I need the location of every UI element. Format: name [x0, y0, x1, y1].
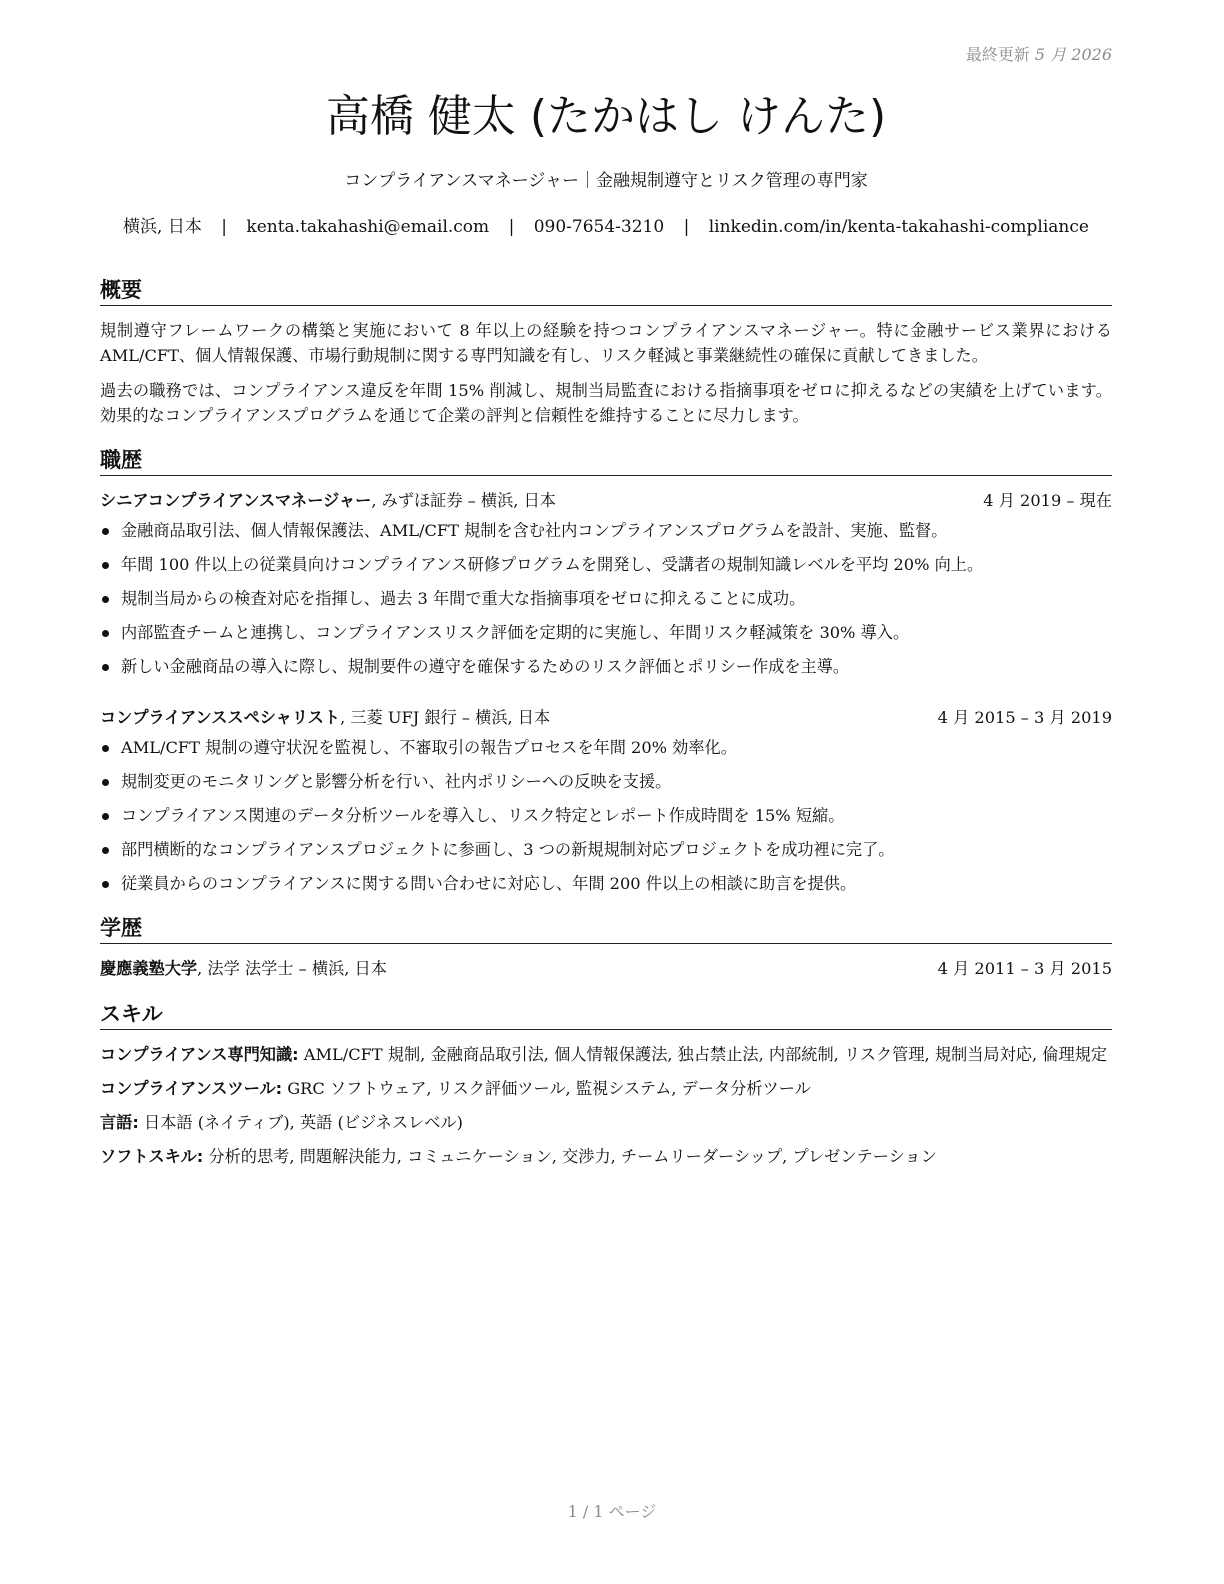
job-header [100, 488, 1112, 514]
list-item [100, 735, 1112, 760]
resume-page [100, 40, 1112, 1169]
bullet-icon [102, 745, 109, 752]
list-item [100, 518, 1112, 543]
job-achievements [100, 518, 1112, 679]
achievement-text: 規制変更のモニタリングと影響分析を行い、社内ポリシーへの反映を支援。 [121, 772, 672, 791]
achievement-text: 部門横断的なコンプライアンスプロジェクトに参画し、3 つの新規規制対応プロジェクトを成功裡に完了。 [121, 840, 895, 859]
job-entry [100, 488, 1112, 679]
contact-separator: | [221, 217, 227, 237]
skill-row [100, 1144, 1112, 1169]
list-item [100, 620, 1112, 645]
job-employer: , 三菱 UFJ 銀行 – 横浜, 日本 [340, 708, 551, 727]
section-title-experience: 職歴 [100, 446, 1112, 476]
skill-category: コンプライアンスツール: [100, 1079, 283, 1098]
skill-values: 日本語 (ネイティブ), 英語 (ビジネスレベル) [138, 1113, 463, 1132]
job-achievements [100, 735, 1112, 896]
skill-row [100, 1042, 1112, 1067]
last-updated-label: 最終更新 [965, 45, 1030, 64]
bullet-icon [102, 664, 109, 671]
bullet-icon [102, 813, 109, 820]
achievement-text: コンプライアンス関連のデータ分析ツールを導入し、リスク特定とレポート作成時間を 15% 短縮。 [121, 806, 845, 825]
list-item [100, 654, 1112, 679]
job-dates: 4 月 2015 – 3 月 2019 [937, 708, 1112, 727]
bullet-icon [102, 779, 109, 786]
skill-category: コンプライアンス専門知識: [100, 1045, 299, 1064]
degree-detail: , 法学 法学士 – 横浜, 日本 [197, 959, 387, 978]
achievement-text: 内部監査チームと連携し、コンプライアンスリスク評価を定期的に実施し、年間リスク軽減策を 30% 導入。 [121, 623, 910, 642]
skills-list [100, 1042, 1112, 1169]
page-number: 1 / 1 ページ [567, 1502, 657, 1521]
bullet-icon [102, 630, 109, 637]
skill-values: GRC ソフトウェア, リスク評価ツール, 監視システム, データ分析ツール [282, 1079, 811, 1098]
skill-values: AML/CFT 規制, 金融商品取引法, 個人情報保護法, 独占禁止法, 内部統制, リスク管理, 規制当局対応, 倫理規定 [298, 1045, 1108, 1064]
achievement-text: 年間 100 件以上の従業員向けコンプライアンス研修プログラムを開発し、受講者の規制知識レベルを平均 20% 向上。 [121, 555, 984, 574]
education-entry [100, 956, 1112, 982]
bullet-icon [102, 596, 109, 603]
bullet-icon [102, 881, 109, 888]
skill-category: 言語: [100, 1113, 139, 1132]
list-item [100, 586, 1112, 611]
section-title-skills: スキル [100, 1000, 1112, 1030]
achievement-text: 金融商品取引法、個人情報保護法、AML/CFT 規制を含む社内コンプライアンスプログラムを設計、実施、監督。 [121, 521, 948, 540]
list-item [100, 769, 1112, 794]
list-item [100, 552, 1112, 577]
achievement-text: 従業員からのコンプライアンスに関する問い合わせに対応し、年間 200 件以上の相談に助言を提供。 [121, 874, 857, 893]
section-title-summary: 概要 [100, 276, 1112, 306]
bullet-icon [102, 847, 109, 854]
contact-separator: | [683, 217, 690, 237]
contact-line [100, 214, 1112, 240]
contact-linkedin[interactable]: linkedin.com/in/kenta-takahashi-compliance [708, 217, 1089, 237]
contact-separator: | [508, 217, 515, 237]
contact-location: 横浜, 日本 [123, 217, 202, 237]
job-employer: , みずほ証券 – 横浜, 日本 [371, 491, 556, 510]
job-title: シニアコンプライアンスマネージャー [100, 491, 372, 510]
summary-paragraph: 過去の職務では、コンプライアンス違反を年間 15% 削減し、規制当局監査における指摘事項をゼロに抑えるなどの実績を上げています。効果的なコンプライアンスプログラムを通じて企業の評判と信頼性を維持することに尽力します。 [100, 381, 1112, 425]
job-header [100, 705, 1112, 731]
skill-category: ソフトスキル: [100, 1147, 204, 1166]
achievement-text: 新しい金融商品の導入に際し、規制要件の遵守を確保するためのリスク評価とポリシー作成を主導。 [121, 657, 850, 676]
job-title: コンプライアンススペシャリスト [100, 708, 341, 727]
contact-phone[interactable]: 090-7654-3210 [533, 217, 665, 237]
section-title-education: 学歴 [100, 914, 1112, 944]
list-item [100, 837, 1112, 862]
job-dates: 4 月 2019 – 現在 [983, 491, 1112, 510]
bullet-icon [102, 562, 109, 569]
achievement-text: AML/CFT 規制の遵守状況を監視し、不審取引の報告プロセスを年間 20% 効率化。 [121, 738, 737, 757]
skill-row [100, 1076, 1112, 1101]
candidate-tagline: コンプライアンスマネージャー｜金融規制遵守とリスク管理の専門家 [344, 171, 868, 191]
last-updated [100, 40, 1112, 70]
bullet-icon [102, 528, 109, 535]
contact-email[interactable]: kenta.takahashi@email.com [246, 217, 490, 237]
job-entry [100, 705, 1112, 896]
candidate-name: 高橋 健太 (たかはし けんた) [325, 91, 887, 142]
skill-row [100, 1110, 1112, 1135]
last-updated-date: 5 月 2026 [1034, 45, 1112, 64]
list-item [100, 803, 1112, 828]
school-name: 慶應義塾大学 [100, 959, 198, 978]
summary-paragraph: 規制遵守フレームワークの構築と実施において 8 年以上の経験を持つコンプライアンスマネージャー。特に金融サービス業界における AML/CFT、個人情報保護、市場行動規制に関する専門知識を有し、リスク軽減と事業継続性の確保に貢献してきました。 [100, 321, 1112, 365]
list-item [100, 871, 1112, 896]
achievement-text: 規制当局からの検査対応を指揮し、過去 3 年間で重大な指摘事項をゼロに抑えることに成功。 [121, 589, 806, 608]
education-dates: 4 月 2011 – 3 月 2015 [937, 959, 1112, 978]
skill-values: 分析的思考, 問題解決能力, コミュニケーション, 交渉力, チームリーダーシップ, プレゼンテーション [203, 1147, 937, 1166]
